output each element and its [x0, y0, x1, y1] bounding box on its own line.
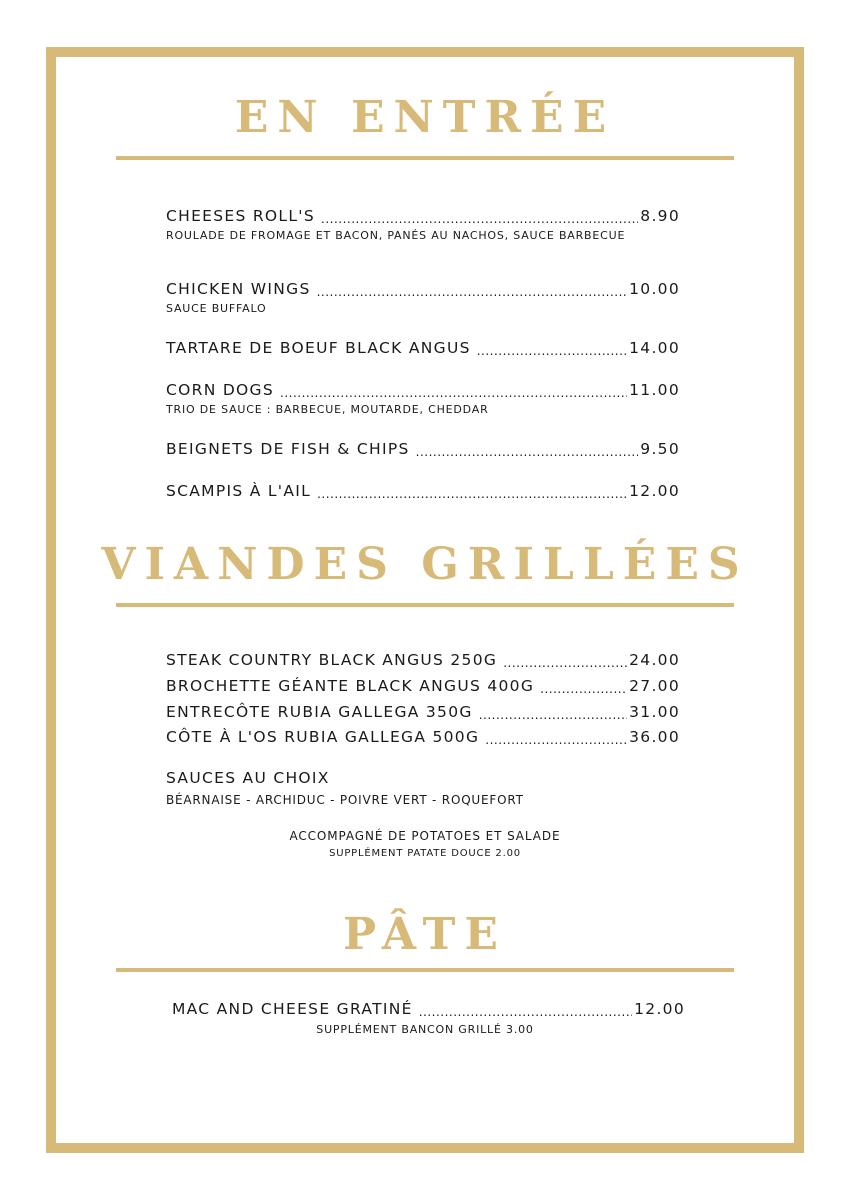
section-divider [116, 968, 734, 972]
item-price: 27.00 [629, 677, 680, 695]
menu-item [172, 999, 685, 1019]
dot-leader [479, 702, 627, 722]
menu-item [166, 727, 680, 747]
side-note: ACCOMPAGNÉ DE POTATOES ET SALADE [289, 829, 561, 843]
item-price: 11.00 [629, 381, 680, 399]
dot-leader [540, 676, 627, 696]
dot-leader [280, 380, 627, 400]
supplement-note: SUPPLÉMENT PATATE DOUCE 2.00 [329, 848, 521, 859]
item-name: CORN DOGS [166, 381, 274, 399]
item-name: CHICKEN WINGS [166, 280, 311, 298]
dot-leader [321, 206, 638, 226]
dot-leader [317, 481, 627, 501]
dot-leader [416, 439, 639, 459]
item-name: MAC AND CHEESE GRATINÉ [172, 1000, 413, 1018]
dot-leader [419, 999, 632, 1019]
item-name: SCAMPIS À L'AIL [166, 482, 312, 500]
item-name: ENTRECÔTE RUBIA GALLEGA 350G [166, 703, 473, 721]
section-divider [116, 603, 734, 607]
item-description: TRIO DE SAUCE : BARBECUE, MOUTARDE, CHEDDAR [166, 403, 489, 416]
section-title-entree: EN ENTRÉE [234, 92, 616, 143]
item-price: 12.00 [634, 1000, 685, 1018]
menu-item [166, 338, 680, 358]
menu-item [166, 439, 680, 459]
item-name: BROCHETTE GÉANTE BLACK ANGUS 400G [166, 677, 535, 695]
menu-item [166, 702, 680, 722]
dot-leader [317, 279, 628, 299]
menu-item [166, 676, 680, 696]
menu-item [166, 650, 680, 670]
item-name: CHEESES ROLL'S [166, 207, 316, 225]
menu-item [166, 481, 680, 501]
dot-leader [485, 727, 627, 747]
item-price: 12.00 [629, 482, 680, 500]
sauces-list: BÉARNAISE - ARCHIDUC - POIVRE VERT - ROQUEFORT [166, 793, 524, 807]
item-name: STEAK COUNTRY BLACK ANGUS 250G [166, 651, 498, 669]
section-divider [116, 156, 734, 160]
supplement-note: SUPPLÉMENT BANCON GRILLÉ 3.00 [316, 1023, 534, 1036]
sauces-title: SAUCES AU CHOIX [166, 769, 330, 787]
menu-item [166, 279, 680, 316]
item-name: TARTARE DE BOEUF BLACK ANGUS [166, 339, 471, 357]
section-title-pate: PÂTE [343, 909, 507, 960]
item-price: 9.50 [640, 440, 680, 458]
item-name: CÔTE À L'OS RUBIA GALLEGA 500G [166, 728, 480, 746]
dot-leader [477, 338, 627, 358]
item-price: 14.00 [629, 339, 680, 357]
item-price: 10.00 [629, 280, 680, 298]
item-description: SAUCE BUFFALO [166, 302, 267, 315]
item-price: 24.00 [629, 651, 680, 669]
menu-item [166, 206, 680, 243]
item-description: ROULADE DE FROMAGE ET BACON, PANÉS AU NACHOS, SAUCE BARBECUE [166, 229, 626, 242]
section-title-viandes: VIANDES GRILLÉES [101, 539, 749, 590]
menu-item [166, 380, 680, 417]
item-price: 36.00 [629, 728, 680, 746]
dot-leader [503, 650, 627, 670]
item-name: BEIGNETS DE FISH & CHIPS [166, 440, 410, 458]
item-price: 31.00 [629, 703, 680, 721]
item-price: 8.90 [640, 207, 680, 225]
